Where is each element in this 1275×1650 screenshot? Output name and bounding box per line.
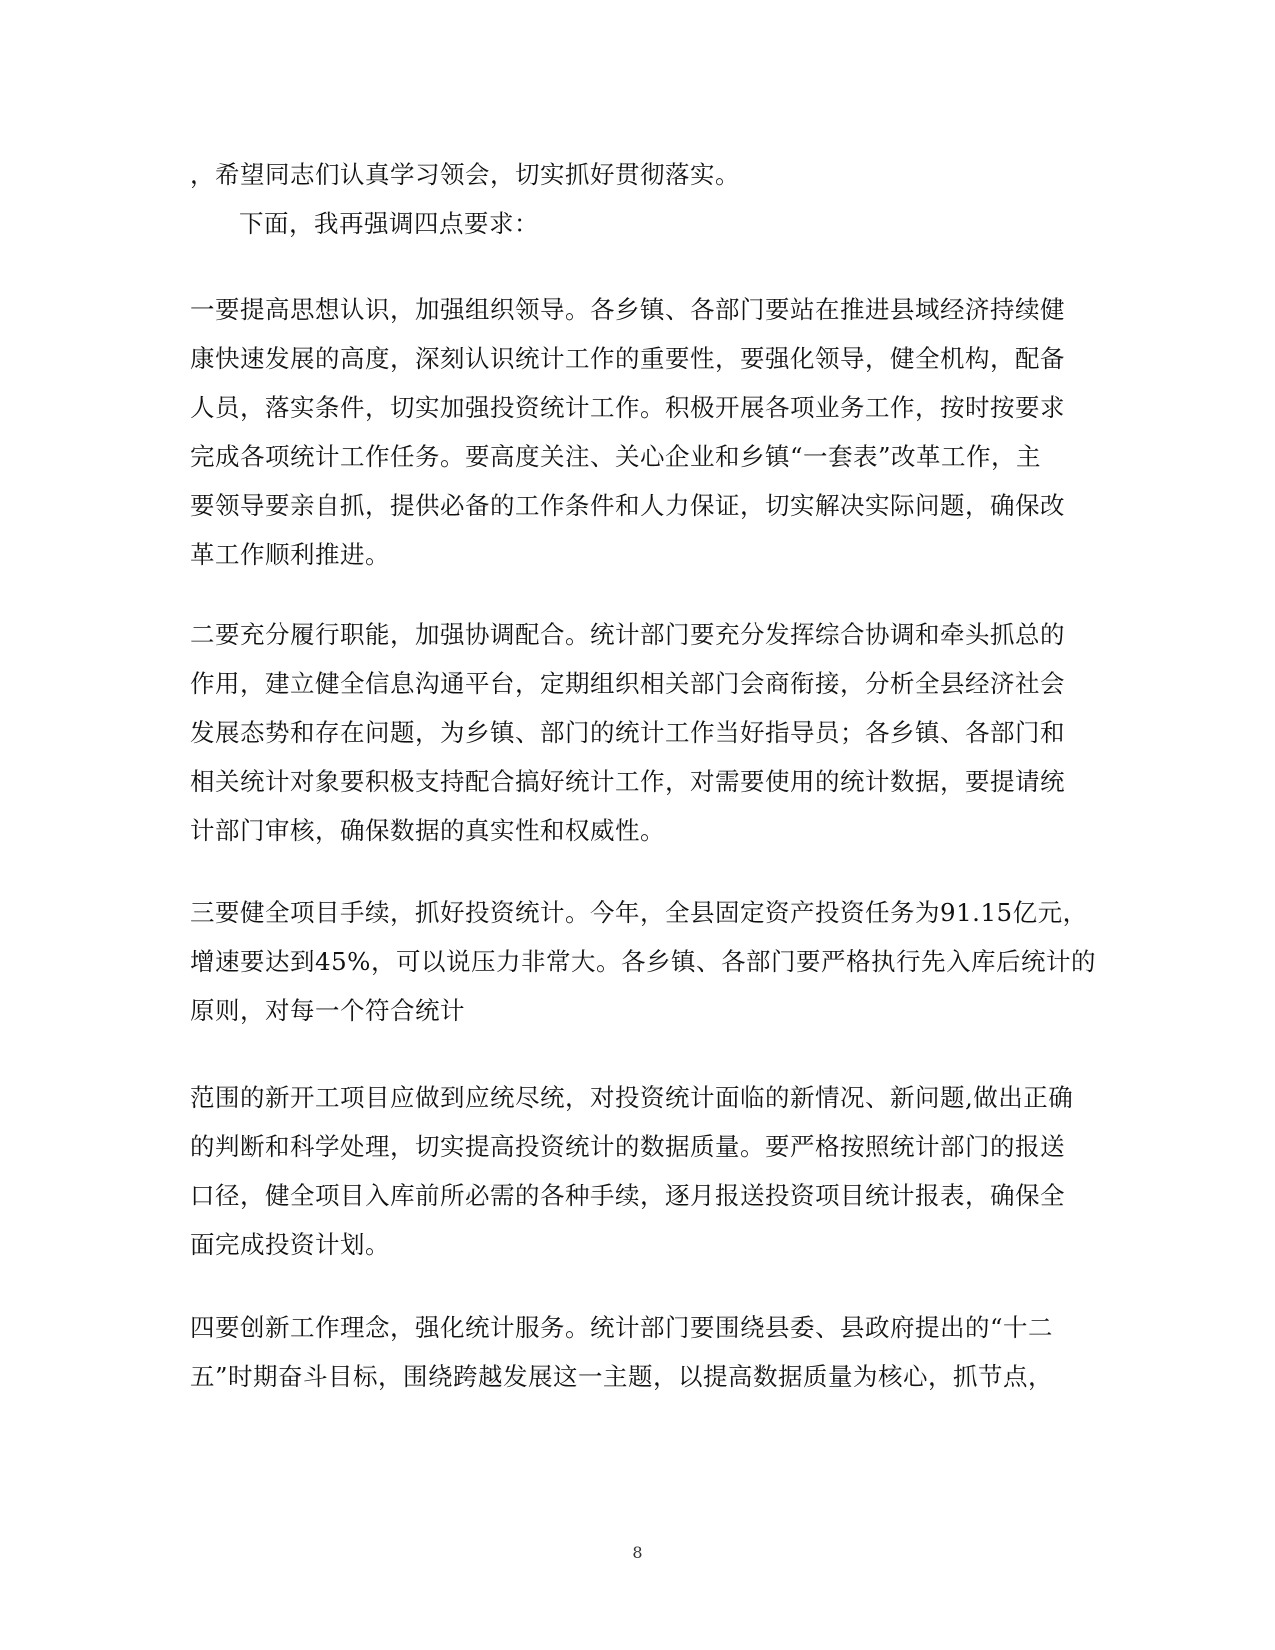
text-line: 四要创新工作理念，强化统计服务。统计部门要围绕县委、县政府提出的“十二 bbox=[190, 1313, 1054, 1342]
page-number: 8 bbox=[632, 1543, 643, 1562]
text-line: 五”时期奋斗目标，围绕跨越发展这一主题，以提高数据质量为核心，抓节点， bbox=[190, 1362, 1054, 1391]
text-line: 人员，落实条件，切实加强投资统计工作。积极开展各项业务工作，按时按要求 bbox=[190, 393, 1065, 422]
paragraph-4 bbox=[190, 1073, 1080, 1269]
text-line: 原则，对每一个符合统计 bbox=[190, 996, 465, 1025]
text-line: 的判断和科学处理，切实提高投资统计的数据质量。要严格按照统计部门的报送 bbox=[190, 1132, 1065, 1161]
text-line: 三要健全项目手续，抓好投资统计。今年，全县固定资产投资任务为91.15亿元， bbox=[190, 898, 1088, 927]
text-line: 口径，健全项目入库前所必需的各种手续，逐月报送投资项目统计报表，确保全 bbox=[190, 1181, 1065, 1210]
text-line: ，希望同志们认真学习领会，切实抓好贯彻落实。 bbox=[190, 160, 740, 189]
text-line: 范围的新开工项目应做到应统尽统，对投资统计面临的新情况、新问题,做出正确 bbox=[190, 1083, 1074, 1112]
paragraph-5 bbox=[190, 1303, 1080, 1401]
paragraph-3 bbox=[190, 888, 1096, 1035]
text-line: 增速要达到45%，可以说压力非常大。各乡镇、各部门要严格执行先入库后统计的 bbox=[190, 947, 1096, 976]
text-line: 面完成投资计划。 bbox=[190, 1230, 390, 1259]
text-line: 计部门审核，确保数据的真实性和权威性。 bbox=[190, 816, 665, 845]
paragraph-2 bbox=[190, 610, 1080, 855]
text-line: 发展态势和存在问题，为乡镇、部门的统计工作当好指导员；各乡镇、各部门和 bbox=[190, 718, 1065, 747]
text-line: 完成各项统计工作任务。要高度关注、关心企业和乡镇“一套表”改革工作，主 bbox=[190, 442, 1042, 471]
text-line: 革工作顺利推进。 bbox=[190, 540, 390, 569]
text-line: 下面，我再强调四点要求： bbox=[239, 209, 539, 238]
paragraph-1 bbox=[190, 285, 1080, 579]
text-line: 康快速发展的高度，深刻认识统计工作的重要性，要强化领导，健全机构，配备 bbox=[190, 344, 1065, 373]
text-line: 相关统计对象要积极支持配合搞好统计工作，对需要使用的统计数据，要提请统 bbox=[190, 767, 1065, 796]
text-line: 一要提高思想认识，加强组织领导。各乡镇、各部门要站在推进县域经济持续健 bbox=[190, 295, 1065, 324]
intro-block bbox=[190, 150, 1080, 248]
text-line: 要领导要亲自抓，提供必备的工作条件和人力保证，切实解决实际问题，确保改 bbox=[190, 491, 1065, 520]
text-line: 二要充分履行职能，加强协调配合。统计部门要充分发挥综合协调和牵头抓总的 bbox=[190, 620, 1065, 649]
text-line: 作用，建立健全信息沟通平台，定期组织相关部门会商衔接，分析全县经济社会 bbox=[190, 669, 1065, 698]
